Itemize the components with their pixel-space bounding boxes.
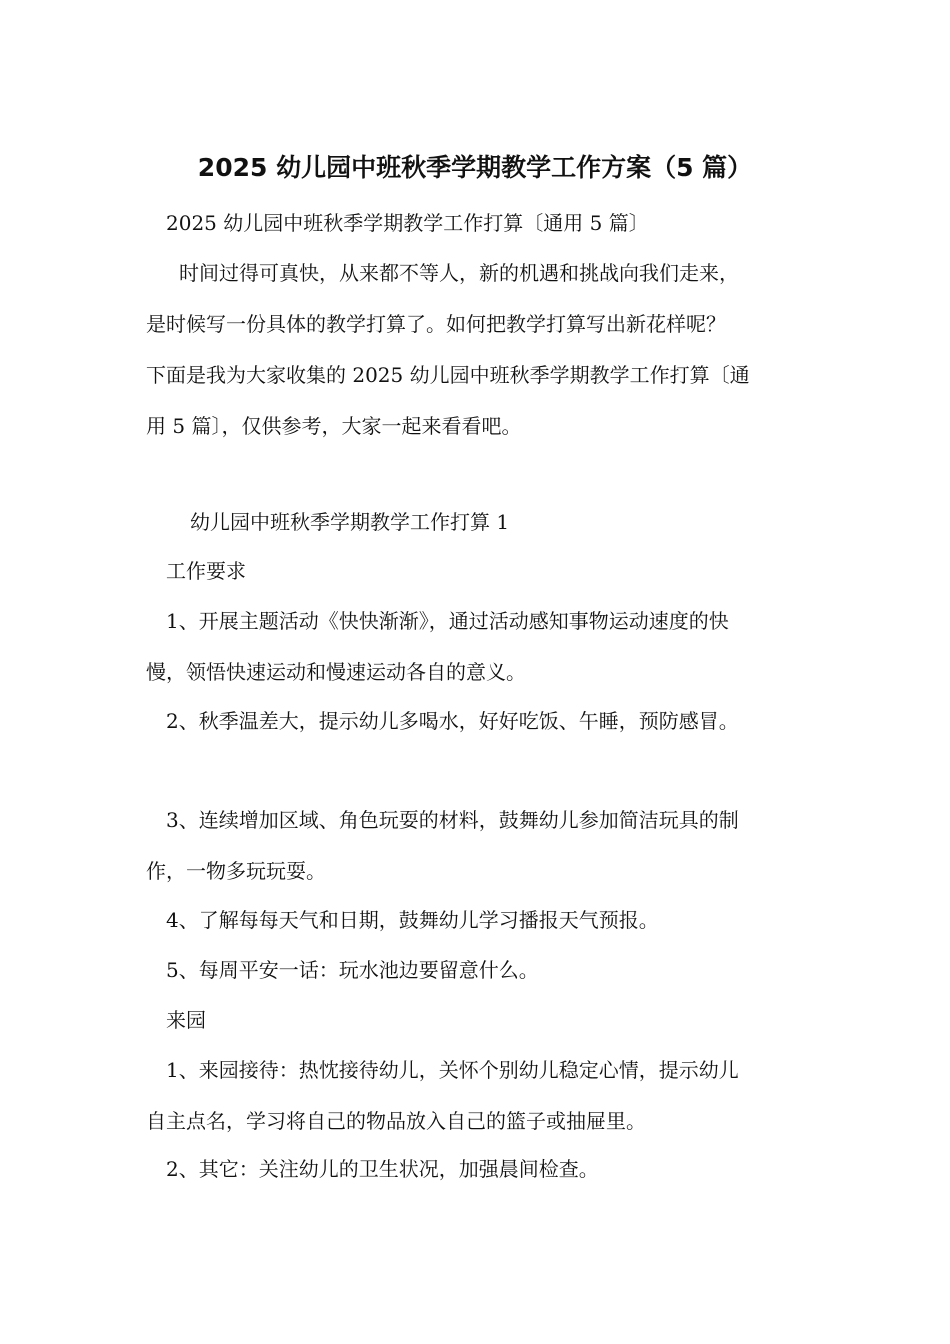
section-heading-text: 幼儿园中班秋季学期教学工作打算 1 — [190, 510, 510, 534]
intro-line: 时间过得可真快，从来都不等人，新的机遇和挑战向我们走来， — [179, 261, 739, 285]
intro-line: 是时候写一份具体的教学打算了。如何把教学打算写出新花样呢？ — [146, 312, 726, 336]
requirement-item-3 — [146, 795, 811, 897]
arrival-item-1 — [146, 1045, 811, 1147]
section-heading — [146, 497, 811, 548]
requirement-item-1-line: 慢，领悟快速运动和慢速运动各自的意义。 — [146, 660, 526, 684]
requirement-item-1-line: 1、开展主题活动《快快渐渐》，通过活动感知事物运动速度的快 — [166, 609, 729, 633]
subtitle-line: 2025 幼儿园中班秋季学期教学工作打算〔通用 5 篇〕 — [166, 211, 649, 235]
requirement-item-2 — [146, 696, 811, 747]
arrival-item-1-line: 1、来园接待：热忱接待幼儿，关怀个别幼儿稳定心情，提示幼儿 — [166, 1058, 739, 1082]
arrival-heading-text: 来园 — [166, 1008, 206, 1032]
arrival-heading — [146, 995, 811, 1046]
requirement-item-3-line: 作，一物多玩玩耍。 — [146, 859, 326, 883]
requirement-item-4-line: 4、了解每每天气和日期，鼓舞幼儿学习播报天气预报。 — [166, 908, 659, 932]
requirement-item-4 — [146, 895, 811, 946]
requirement-item-5-line: 5、每周平安一话：玩水池边要留意什么。 — [166, 958, 539, 982]
intro-line: 用 5 篇〕，仅供参考，大家一起来看看吧。 — [146, 414, 522, 438]
intro-paragraph — [146, 248, 811, 452]
arrival-item-1-line: 自主点名，学习将自己的物品放入自己的篮子或抽屉里。 — [146, 1109, 646, 1133]
work-requirements-heading-text: 工作要求 — [166, 559, 246, 583]
arrival-item-2 — [146, 1144, 811, 1195]
document-subtitle — [146, 198, 811, 249]
requirement-item-1 — [146, 596, 811, 698]
requirement-item-2-line: 2、秋季温差大，提示幼儿多喝水，好好吃饭、午睡，预防感冒。 — [166, 709, 739, 733]
intro-line: 下面是我为大家收集的 2025 幼儿园中班秋季学期教学工作打算〔通 — [146, 363, 750, 387]
document-title: 2025 幼儿园中班秋季学期教学工作方案（5 篇） — [197, 153, 753, 182]
arrival-item-2-line: 2、其它：关注幼儿的卫生状况，加强晨间检查。 — [166, 1157, 599, 1181]
requirement-item-5 — [146, 945, 811, 996]
requirement-item-3-line: 3、连续增加区域、角色玩耍的材料，鼓舞幼儿参加简洁玩具的制 — [166, 808, 739, 832]
work-requirements-heading — [146, 546, 811, 597]
